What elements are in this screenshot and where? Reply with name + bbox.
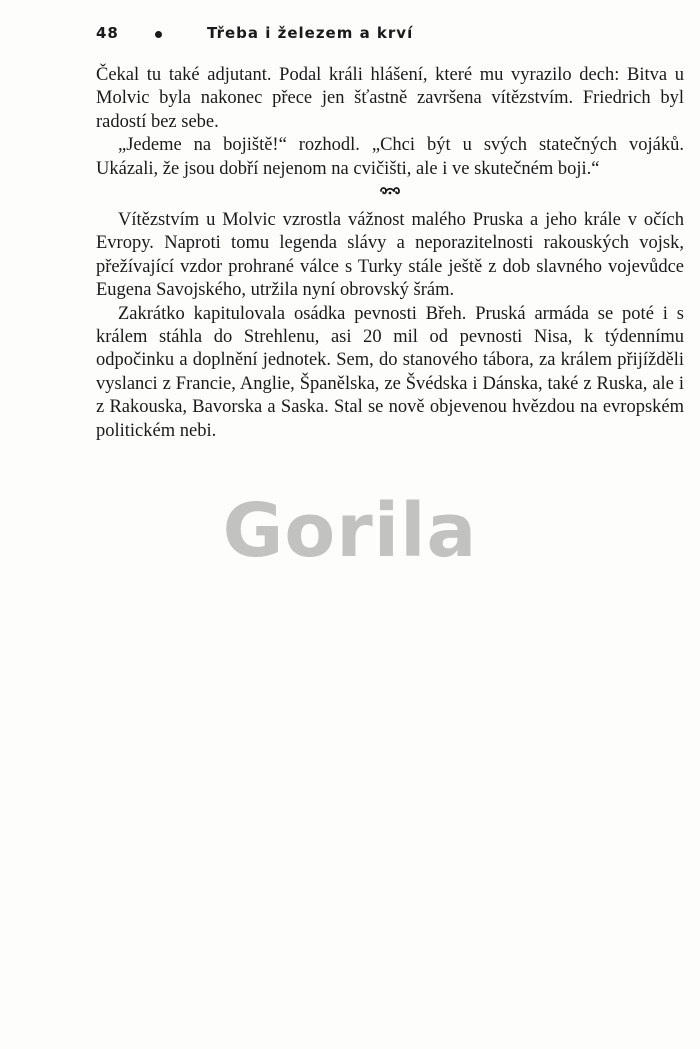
scroll-flourish-icon bbox=[379, 185, 401, 197]
page-number: 48 bbox=[96, 24, 119, 42]
body-text bbox=[96, 64, 684, 443]
paragraph-3: Vítězstvím u Molvic vzrostla vážnost malého Pruska a jeho krále v očích Evropy. Naproti tomu legenda slávy a neporazitelnosti rakouských vojsk, přežívající vzdor prohrané válce s Turky stále ještě z dob slavného vojevůdce Eugena Savojského, utržila nyní obrovský šrám. bbox=[96, 210, 684, 301]
section-ornament bbox=[96, 185, 684, 209]
page-header bbox=[96, 22, 684, 48]
paragraph-2: „Jedeme na bojiště!“ rozhodl. „Chci být u svých statečných vojáků. Ukázali, že jsou dobří nejenom na cvičišti, ale i ve skutečném boji.“ bbox=[96, 135, 684, 179]
bullet-dot-icon bbox=[155, 31, 162, 38]
running-title: Třeba i železem a krví bbox=[207, 24, 414, 42]
gorila-watermark: Gorila bbox=[222, 488, 478, 574]
paragraph-1: Čekal tu také adjutant. Podal králi hlášení, které mu vyrazilo dech: Bitva u Molvic byla nakonec přece jen šťastně završena vítězstvím. Friedrich byl radostí bez sebe. bbox=[96, 65, 684, 132]
paragraph-4: Zakrátko kapitulovala osádka pevnosti Břeh. Pruská armáda se poté i s králem stáhla do Strehlenu, asi 20 mil od pevnosti Nisa, k týdennímu odpočinku a doplnění jednotek. Sem, do stanového tábora, za králem přijížděli vyslanci z Francie, Anglie, Španělska, ze Švédska i Dánska, také z Ruska, ale i z Rakouska, Bavorska a Saska. Stal se nově objevenou hvězdou na evropském politickém nebi. bbox=[96, 303, 684, 441]
